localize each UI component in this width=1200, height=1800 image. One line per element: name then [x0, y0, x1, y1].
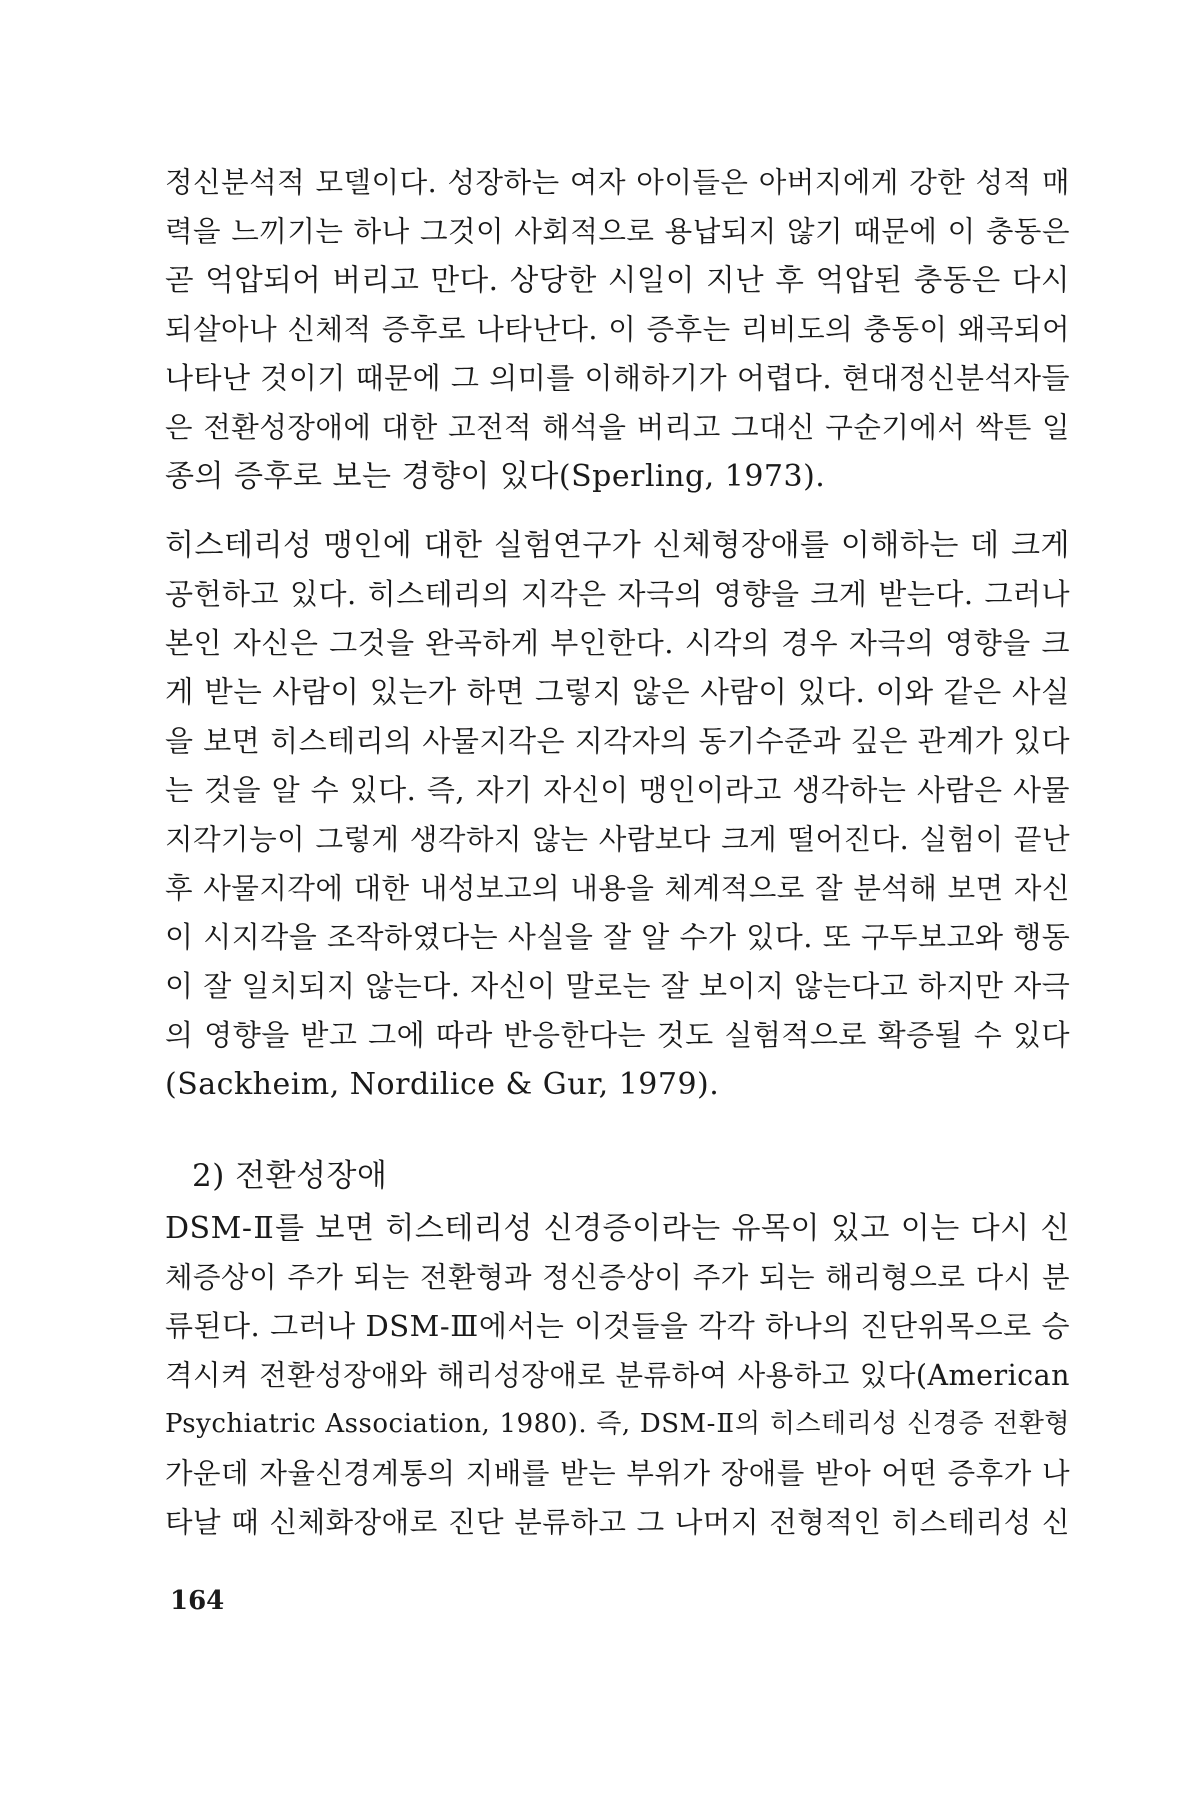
- text-line: 는 것을 알 수 있다. 즉, 자기 자신이 맹인이라고 생각하는 사람은 사물: [165, 773, 1070, 807]
- text-line: 력을 느끼기는 하나 그것이 사회적으로 용납되지 않기 때문에 이 충동은: [165, 215, 1070, 248]
- text-line: 의 영향을 받고 그에 따라 반응한다는 것도 실험적으로 확증될 수 있다: [165, 1018, 1070, 1052]
- paragraph-hysterical-blindness: [165, 521, 1070, 1109]
- text-line: 본인 자신은 그것을 완곡하게 부인한다. 시각의 경우 자극의 영향을 크: [165, 626, 1070, 660]
- text-line: 이 잘 일치되지 않는다. 자신이 말로는 잘 보이지 않는다고 하지만 자극: [165, 969, 1071, 1003]
- text-line: 나타난 것이기 때문에 그 의미를 이해하기가 어렵다. 현대정신분석자들: [165, 361, 1070, 395]
- text-line: 이 시지각을 조작하였다는 사실을 잘 알 수가 있다. 또 구두보고와 행동: [165, 920, 1071, 954]
- text-line: Psychiatric Association, 1980). 즉, DSM-Ⅱ의 히스테리성 신경증 전환형: [165, 1409, 1070, 1439]
- text-line: 가운데 자율신경계통의 지배를 받는 부위가 장애를 받아 어떤 증후가 나: [165, 1457, 1070, 1490]
- text-line: (Sackheim, Nordilice & Gur, 1979).: [165, 1067, 720, 1102]
- text-line: 격시켜 전환성장애와 해리성장애로 분류하여 사용하고 있다(American: [165, 1359, 1070, 1392]
- paragraph-conversion-disorder: [165, 1204, 1070, 1547]
- section-heading: 2) 전환성장애: [192, 1158, 388, 1194]
- text-line: DSM-Ⅱ를 보면 히스테리성 신경증이라는 유목이 있고 이는 다시 신: [165, 1211, 1070, 1246]
- text-line: 후 사물지각에 대한 내성보고의 내용을 체계적으로 잘 분석해 보면 자신: [165, 872, 1070, 905]
- text-line: 히스테리성 맹인에 대한 실험연구가 신체형장애를 이해하는 데 크게: [165, 528, 1070, 563]
- text-line: 지각기능이 그렇게 생각하지 않는 사람보다 크게 떨어진다. 실험이 끝난: [165, 823, 1070, 856]
- text-line: 은 전환성장애에 대한 고전적 해석을 버리고 그대신 구순기에서 싹튼 일: [165, 411, 1070, 444]
- text-line: 종의 증후로 보는 경향이 있다(Sperling, 1973).: [165, 459, 826, 494]
- text-line: 정신분석적 모델이다. 성장하는 여자 아이들은 아버지에게 강한 성적 매: [165, 166, 1070, 199]
- text-line: 곧 억압되어 버리고 만다. 상당한 시일이 지난 후 억압된 충동은 다시: [165, 263, 1070, 297]
- page-number: 164: [170, 1586, 225, 1616]
- text-line: 을 보면 히스테리의 사물지각은 지각자의 동기수준과 깊은 관계가 있다: [165, 724, 1070, 758]
- text-line: 공헌하고 있다. 히스테리의 지각은 자극의 영향을 크게 받는다. 그러나: [165, 577, 1070, 611]
- text-line: 게 받는 사람이 있는가 하면 그렇지 않은 사람이 있다. 이와 같은 사실: [165, 675, 1070, 709]
- text-line: 되살아나 신체적 증후로 나타난다. 이 증후는 리비도의 충동이 왜곡되어: [165, 313, 1070, 346]
- text-line: 타날 때 신체화장애로 진단 분류하고 그 나머지 전형적인 히스테리성 신: [165, 1506, 1070, 1539]
- text-line: 류된다. 그러나 DSM-Ⅲ에서는 이것들을 각각 하나의 진단위목으로 승: [165, 1309, 1070, 1343]
- paragraph-psychoanalytic-model: [165, 158, 1070, 501]
- text-line: 체증상이 주가 되는 전환형과 정신증상이 주가 되는 해리형으로 다시 분: [165, 1261, 1070, 1294]
